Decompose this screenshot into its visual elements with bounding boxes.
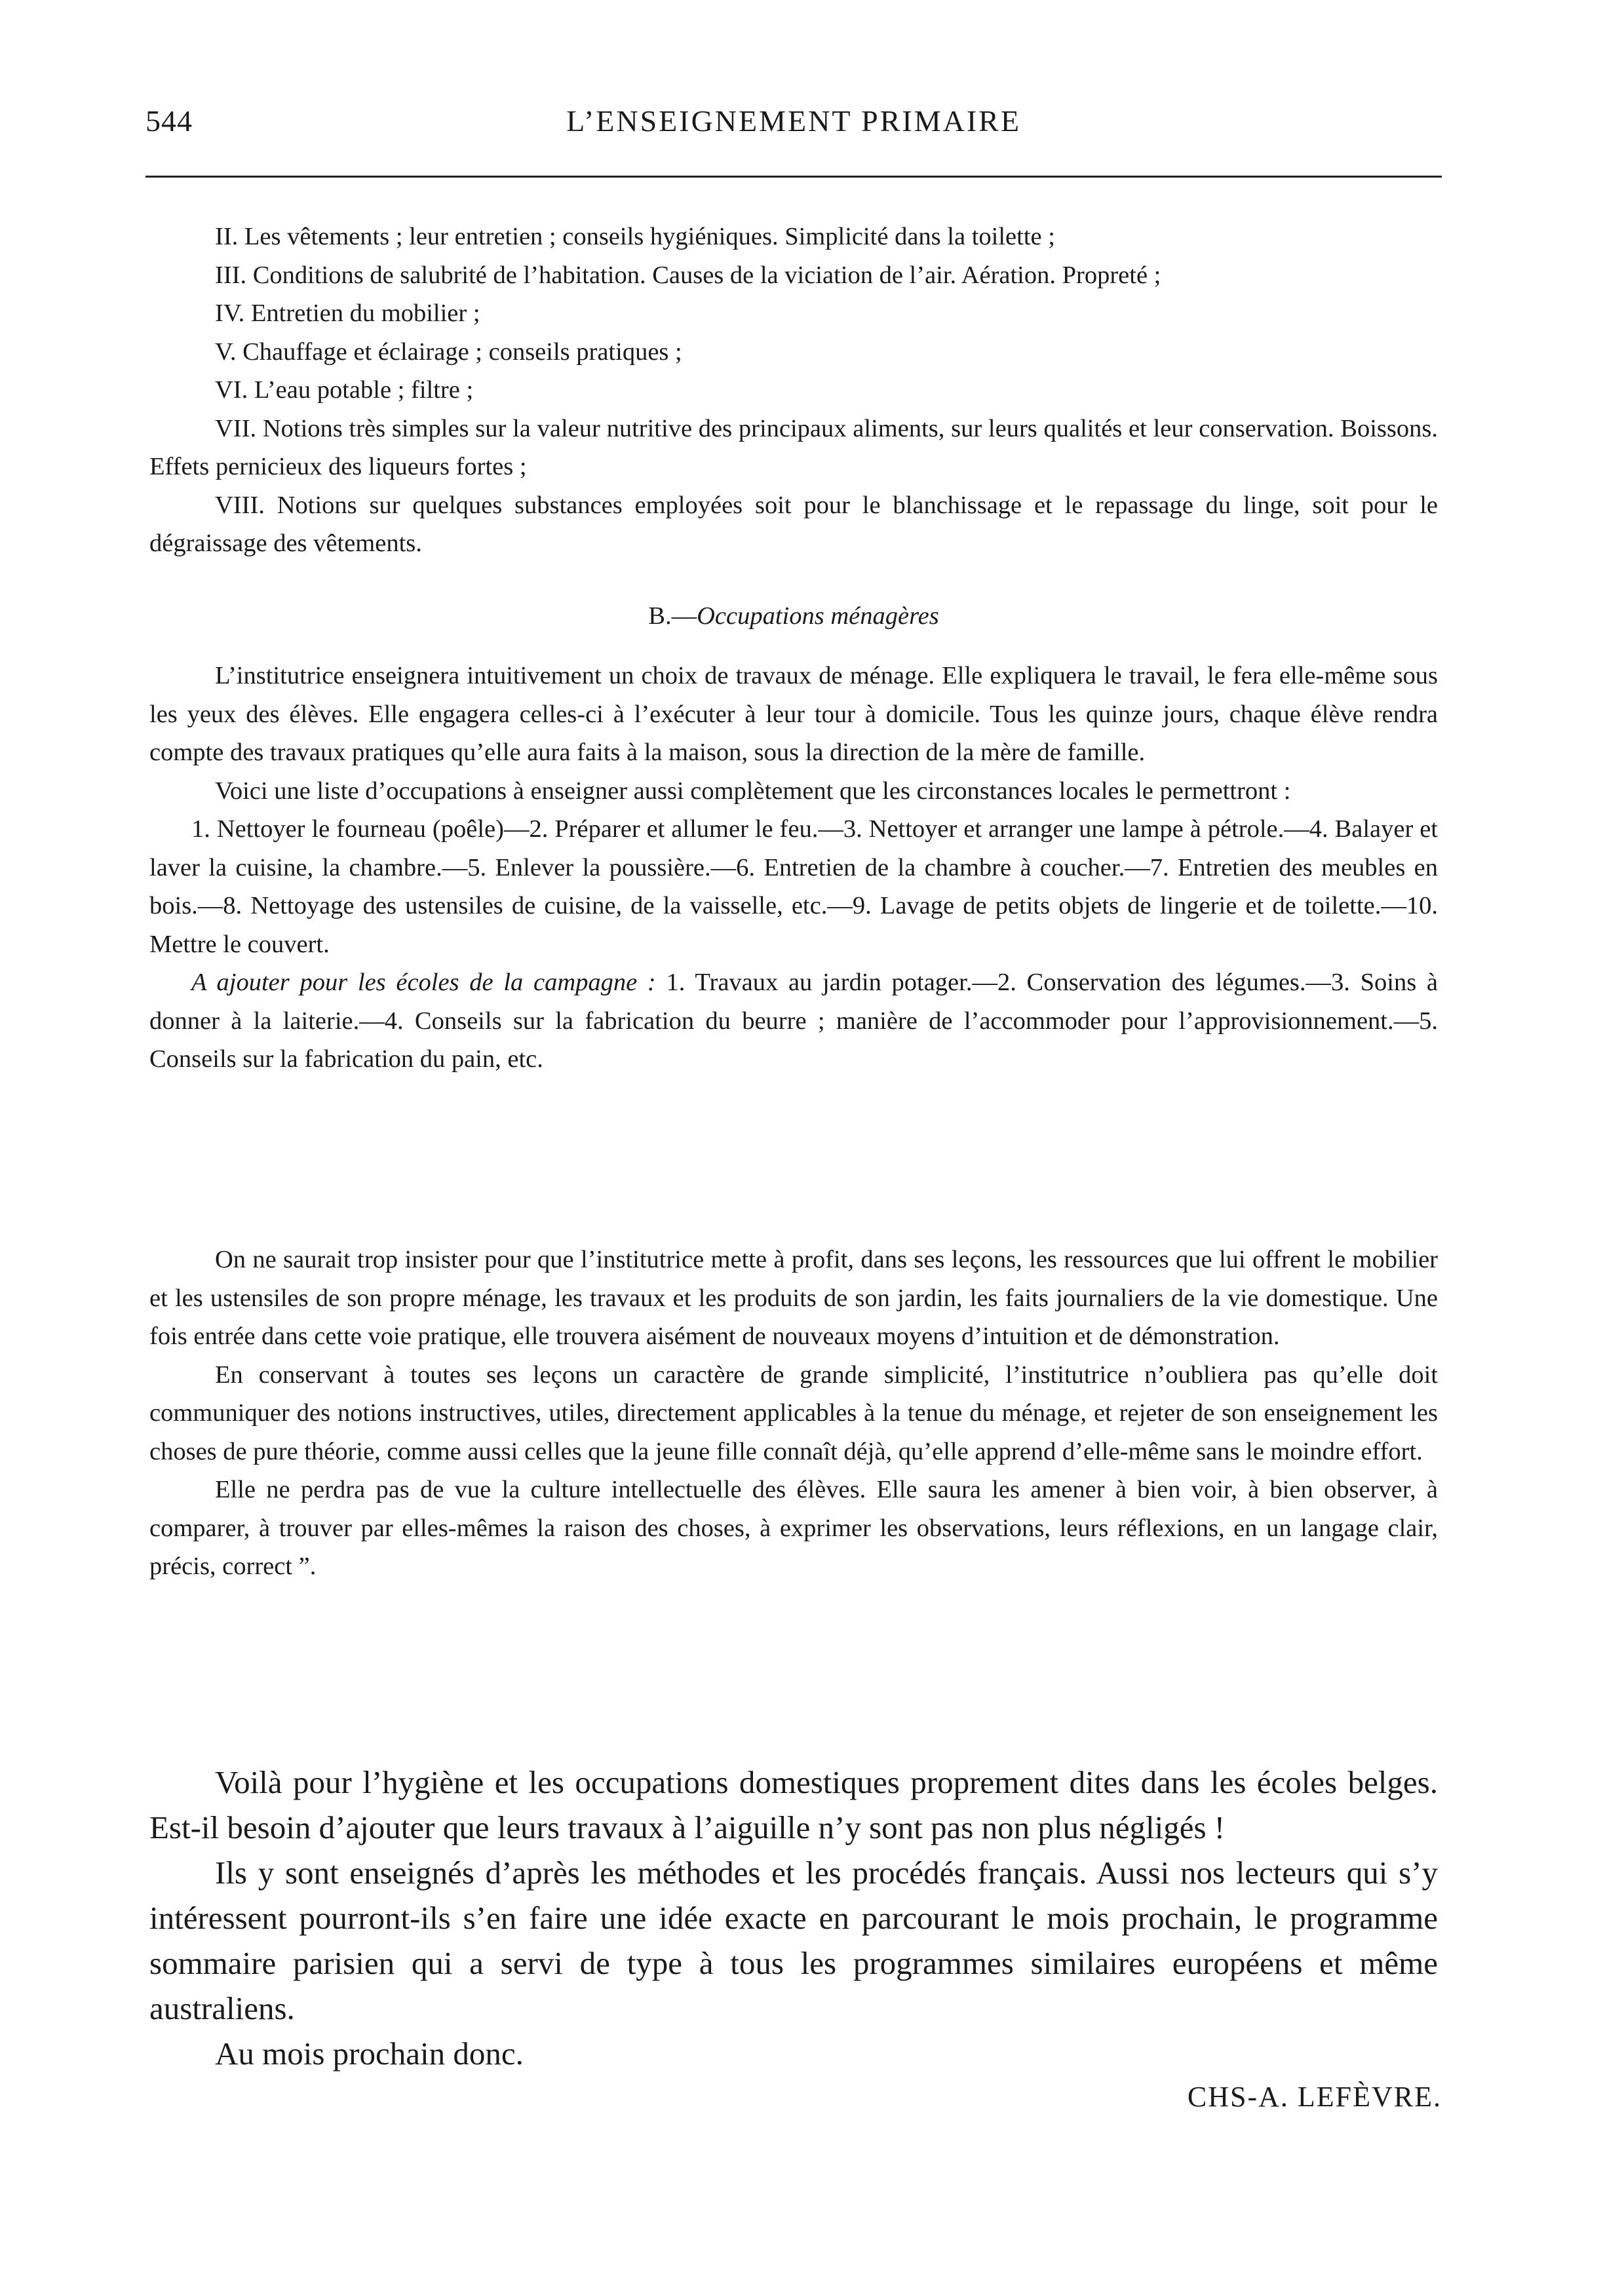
paragraph: L’institutrice enseignera intuitivement un choix de travaux de ménage. Elle expliquera le travail, le fera elle-même sous les yeux des élèves. Elle engagera celles-ci à l’exécuter à leur tour à domicile. Tous les quinze jours, chaque élève rendra compte des travaux pratiques qu’elle aura faits à la maison, sous la direction de la mère de famille. — [149, 662, 1438, 766]
list-item: III. Conditions de salubrité de l’habitation. Causes de la viciation de l’air. Aération. Propreté ; — [215, 261, 1161, 289]
section-heading — [149, 602, 1438, 630]
closing-section — [149, 1241, 1438, 1586]
list-item: VII. Notions très simples sur la valeur nutritive des principaux aliments, sur leurs qualités et leur conservation. Boissons. Effets pernicieux des liqueurs fortes ; — [149, 414, 1438, 480]
paragraph: En conservant à toutes ses leçons un caractère de grande simplicité, l’institutrice n’oubliera pas qu’elle doit communiquer des notions instructives, utiles, directement applicables à la tenue du ménage, et rejeter de son enseignement les choses de pure théorie, comme aussi celles que la jeune fille connaît déjà, qu’elle apprend d’elle-même sans le moindre effort. — [149, 1360, 1438, 1465]
section-prefix: B.— — [648, 602, 697, 630]
list-item: VI. L’eau potable ; filtre ; — [215, 376, 474, 404]
page-header — [145, 104, 1442, 149]
paragraph: Voilà pour l’hygiène et les occupations domestiques proprement dites dans les écoles belges. Est-il besoin d’ajouter que leurs travaux à l’aiguille n’y sont pas non plus négligés ! — [149, 1764, 1438, 1845]
header-rule — [145, 176, 1442, 178]
paragraph: Au mois prochain donc. — [215, 2035, 524, 2072]
paragraph: Ils y sont enseignés d’après les méthodes et les procédés français. Aussi nos lecteurs qui s’y intéressent pourront-ils s’en faire une idée exacte en parcourant le mois prochain, le programme sommaire parisien qui a servi de type à tous les programmes similaires européens et même australiens. — [149, 1855, 1438, 2026]
list-item: IV. Entretien du mobilier ; — [215, 299, 480, 327]
occupations-list: 1. Nettoyer le fourneau (poêle)—2. Préparer et allumer le feu.—3. Nettoyer et arranger une lampe à pétrole.—4. Balayer et laver la cuisine, la chambre.—5. Enlever la poussière.—6. Entretien de la chambre à coucher.—7. Entretien des meubles en bois.—8. Nettoyage des ustensiles de cuisine, de la vaisselle, etc.—9. Lavage de petits objets de lingerie et de toilette.—10. Mettre le couvert. — [149, 815, 1438, 958]
campagne-lead: A ajouter pour les écoles de la campagne : — [191, 969, 656, 996]
campagne-list: 1. Travaux au jardin potager.—2. Conservation des légumes.—3. Soins à donner à la laiterie.—4. Conseils sur la fabrication du beurre ; manière de l’accommoder pour l’approvisionnement.—5. Conseils sur la fabrication du pain, etc. — [149, 969, 1438, 1073]
paragraph: Voici une liste d’occupations à enseigner aussi complètement que les circonstances locales le permettront : — [215, 777, 1291, 805]
paragraph — [149, 963, 1438, 1079]
hygiene-list — [149, 218, 1438, 563]
author-commentary — [149, 1760, 1438, 2076]
paragraph: Elle ne perdra pas de vue la culture intellectuelle des élèves. Elle saura les amener à bien voir, à bien observer, à comparer, à trouver par elles-mêmes la raison des choses, à exprimer les observations, leurs réflexions, en un langage clair, précis, correct ”. — [149, 1476, 1438, 1580]
page-number: 544 — [145, 104, 193, 138]
list-item: V. Chauffage et éclairage ; conseils pratiques ; — [215, 338, 682, 366]
occupations-section — [149, 657, 1438, 1079]
running-title: L’ENSEIGNEMENT PRIMAIRE — [566, 104, 1021, 138]
paragraph: On ne saurait trop insister pour que l’institutrice mette à profit, dans ses leçons, les ressources que lui offrent le mobilier et les ustensiles de son propre ménage, les travaux et les produits de son jardin, les faits journaliers de la vie domestique. Une fois entrée dans cette voie pratique, elle trouvera aisément de nouveaux moyens d’intuition et de démonstration. — [149, 1246, 1438, 1350]
section-title: Occupations ménagères — [697, 602, 939, 630]
list-item: II. Les vêtements ; leur entretien ; conseils hygiéniques. Simplicité dans la toilette ; — [215, 223, 1055, 250]
author-signature: CHS-A. LEFÈVRE. — [1187, 2081, 1442, 2113]
list-item: VIII. Notions sur quelques substances employées soit pour le blanchissage et le repassage du linge, soit pour le dégraissage des vêtements. — [149, 491, 1438, 557]
